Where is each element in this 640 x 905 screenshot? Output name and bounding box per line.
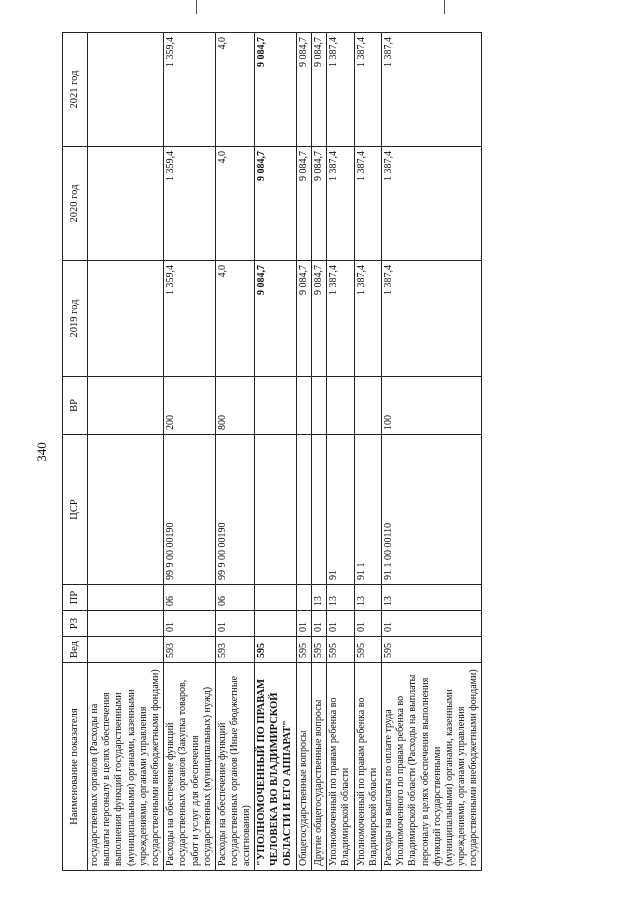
cell-pr: 13: [312, 585, 327, 611]
table-row: [312, 33, 327, 871]
cell-vr: [296, 377, 311, 435]
cell-ved: 595: [296, 637, 311, 663]
cell-y2020: [88, 147, 164, 261]
cell-y2019: 9 084,7: [255, 261, 296, 377]
cell-vr: [354, 377, 381, 435]
cell-csr: [296, 435, 311, 585]
cell-vr: [312, 377, 327, 435]
cell-y2020: 9 084,7: [296, 147, 311, 261]
cell-y2019: 1 387,4: [354, 261, 381, 377]
cell-rz: [255, 611, 296, 637]
cell-name: Общегосударственные вопросы: [296, 663, 311, 871]
cell-csr: 99 9 00 00190: [215, 435, 255, 585]
page-number: 340: [34, 442, 49, 462]
cell-y2019: [88, 261, 164, 377]
table-row: [327, 33, 354, 871]
header-2020: 2020 год: [63, 147, 88, 261]
cell-pr: 13: [354, 585, 381, 611]
scan-corner-mark-right: [444, 0, 445, 14]
cell-y2019: 1 387,4: [381, 261, 482, 377]
cell-ved: 595: [312, 637, 327, 663]
cell-pr: [255, 585, 296, 611]
cell-y2019: 9 084,7: [296, 261, 311, 377]
cell-vr: 200: [164, 377, 216, 435]
cell-csr: [88, 435, 164, 585]
cell-pr: [88, 585, 164, 611]
cell-name: Другие общегосударственные вопросы: [312, 663, 327, 871]
header-rz: РЗ: [63, 611, 88, 637]
cell-name: государственных органов (Расходы на выплаты персоналу в целях обеспечения выполнения функций государственными (муниципальными) органами, казенными учреждениями, органами управления государственными внебюджетными фондами): [88, 663, 164, 871]
cell-name: Расходы на обеспечение функций государственных органов (Закупка товаров, работ и услуг для обеспечения государственных (муниципальных) нужд): [164, 663, 216, 871]
cell-name: "УПОЛНОМОЧЕННЫЙ ПО ПРАВАМ ЧЕЛОВЕКА ВО ВЛАДИМИРСКОЙ ОБЛАСТИ И ЕГО АППАРАТ": [255, 663, 296, 871]
cell-csr: 91 1 00 00110: [381, 435, 482, 585]
header-csr: ЦСР: [63, 435, 88, 585]
cell-ved: 593: [215, 637, 255, 663]
cell-pr: [296, 585, 311, 611]
cell-y2020: 1 387,4: [354, 147, 381, 261]
cell-y2020: 9 084,7: [255, 147, 296, 261]
cell-y2021: 9 084,7: [312, 33, 327, 147]
budget-table: [62, 32, 482, 871]
cell-y2021: 9 084,7: [255, 33, 296, 147]
cell-y2020: 1 359,4: [164, 147, 216, 261]
header-ved: Вед: [63, 637, 88, 663]
cell-rz: 01: [354, 611, 381, 637]
cell-y2019: 9 084,7: [312, 261, 327, 377]
rotated-page: [62, 33, 578, 871]
table-row: [255, 33, 296, 871]
cell-csr: [312, 435, 327, 585]
cell-y2020: 1 387,4: [381, 147, 482, 261]
cell-y2021: 9 084,7: [296, 33, 311, 147]
table-header-row: [63, 33, 88, 871]
cell-ved: 595: [381, 637, 482, 663]
cell-csr: 91: [327, 435, 354, 585]
cell-rz: 01: [215, 611, 255, 637]
cell-ved: [88, 637, 164, 663]
cell-pr: 06: [215, 585, 255, 611]
cell-y2019: 1 387,4: [327, 261, 354, 377]
cell-name: Расходы на обеспечение функций государственных органов (Иные бюджетные ассигнования): [215, 663, 255, 871]
cell-rz: 01: [327, 611, 354, 637]
cell-csr: [255, 435, 296, 585]
cell-y2021: 1 359,4: [164, 33, 216, 147]
cell-pr: 06: [164, 585, 216, 611]
cell-rz: 01: [381, 611, 482, 637]
cell-csr: 91 1: [354, 435, 381, 585]
cell-y2020: 9 084,7: [312, 147, 327, 261]
table-row: [381, 33, 482, 871]
cell-y2021: 1 387,4: [327, 33, 354, 147]
table-row: [354, 33, 381, 871]
cell-y2021: [88, 33, 164, 147]
cell-rz: 01: [296, 611, 311, 637]
cell-y2020: 1 387,4: [327, 147, 354, 261]
cell-rz: 01: [164, 611, 216, 637]
cell-y2019: 4,0: [215, 261, 255, 377]
header-vr: ВР: [63, 377, 88, 435]
cell-ved: 593: [164, 637, 216, 663]
cell-vr: [327, 377, 354, 435]
cell-vr: 800: [215, 377, 255, 435]
header-pr: ПР: [63, 585, 88, 611]
cell-pr: 13: [381, 585, 482, 611]
cell-rz: [88, 611, 164, 637]
cell-vr: [88, 377, 164, 435]
header-name: Наименование показателя: [63, 663, 88, 871]
cell-y2020: 4,0: [215, 147, 255, 261]
table-row: [164, 33, 216, 871]
cell-vr: [255, 377, 296, 435]
scan-corner-mark-left: [196, 0, 197, 14]
cell-ved: 595: [255, 637, 296, 663]
cell-ved: 595: [327, 637, 354, 663]
cell-name: Расходы на выплаты по оплате труда Уполномоченного по правам ребенка во Владимирской области (Расходы на выплаты персоналу в целях обеспечения выполнения функций государственными (муниципальными) органами, казенными учреждениями, органами управления государственными внебюджетными фондами): [381, 663, 482, 871]
table-row: [296, 33, 311, 871]
cell-name: Уполномоченный по правам ребенка во Владимирской области: [354, 663, 381, 871]
cell-ved: 595: [354, 637, 381, 663]
cell-name: Уполномоченный по правам ребенка во Владимирской области: [327, 663, 354, 871]
table-row: [88, 33, 164, 871]
table-row: [215, 33, 255, 871]
header-2021: 2021 год: [63, 33, 88, 147]
cell-y2019: 1 359,4: [164, 261, 216, 377]
cell-y2021: 1 387,4: [381, 33, 482, 147]
cell-csr: 99 9 00 00190: [164, 435, 216, 585]
header-2019: 2019 год: [63, 261, 88, 377]
cell-y2021: 1 387,4: [354, 33, 381, 147]
cell-y2021: 4,0: [215, 33, 255, 147]
cell-vr: 100: [381, 377, 482, 435]
cell-pr: 13: [327, 585, 354, 611]
cell-rz: 01: [312, 611, 327, 637]
